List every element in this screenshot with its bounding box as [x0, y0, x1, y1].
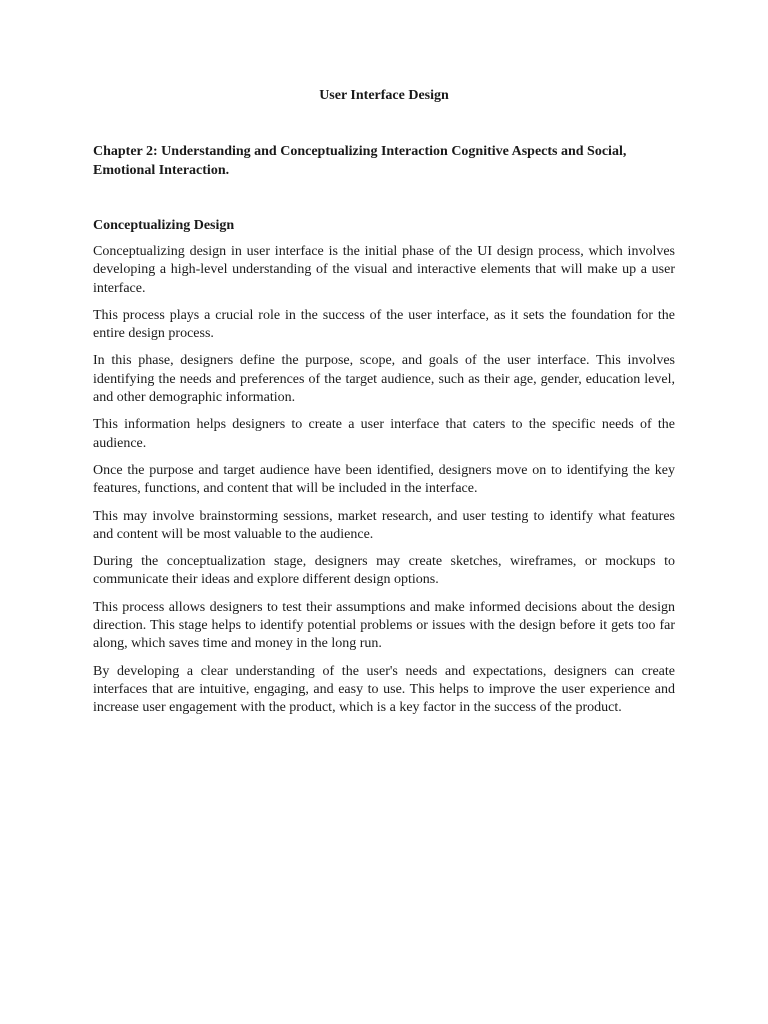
section-heading: Conceptualizing Design	[93, 218, 235, 233]
chapter-heading: Chapter 2: Understanding and Conceptualizing Interaction Cognitive Aspects and Social, Emotional Interaction.	[93, 144, 627, 178]
paragraph: Once the purpose and target audience have been identified, designers move on to identifying the key features, functions, and content that will be included in the interface.	[93, 462, 675, 497]
paragraph: During the conceptualization stage, designers may create sketches, wireframes, or mockups to communicate their ideas and explore different design options.	[93, 554, 675, 588]
paragraph: Conceptualizing design in user interface is the initial phase of the UI design process, which involves developing a high-level understanding of the visual and interactive elements that will make up a user interface.	[93, 244, 675, 296]
paragraph: This information helps designers to create a user interface that caters to the specific needs of the audience.	[93, 417, 675, 451]
paragraph: This may involve brainstorming sessions, market research, and user testing to identify what features and content will be most valuable to the audience.	[93, 508, 675, 542]
paragraph: In this phase, designers define the purpose, scope, and goals of the user interface. This involves identifying the needs and preferences of the target audience, such as their age, gender, education level, and other demographic information.	[93, 353, 675, 406]
paragraph: This process allows designers to test their assumptions and make informed decisions about the design direction. This stage helps to identify potential problems or issues with the design before it gets too far along, which saves time and money in the long run.	[93, 599, 675, 652]
document-title: User Interface Design	[319, 88, 449, 103]
paragraph: This process plays a crucial role in the success of the user interface, as it sets the foundation for the entire design process.	[93, 307, 675, 342]
document-body	[93, 243, 675, 727]
paragraph: By developing a clear understanding of the user's needs and expectations, designers can create interfaces that are intuitive, engaging, and easy to use. This helps to improve the user experience and increase user engagement with the product, which is a key factor in the success of the product.	[93, 663, 675, 716]
